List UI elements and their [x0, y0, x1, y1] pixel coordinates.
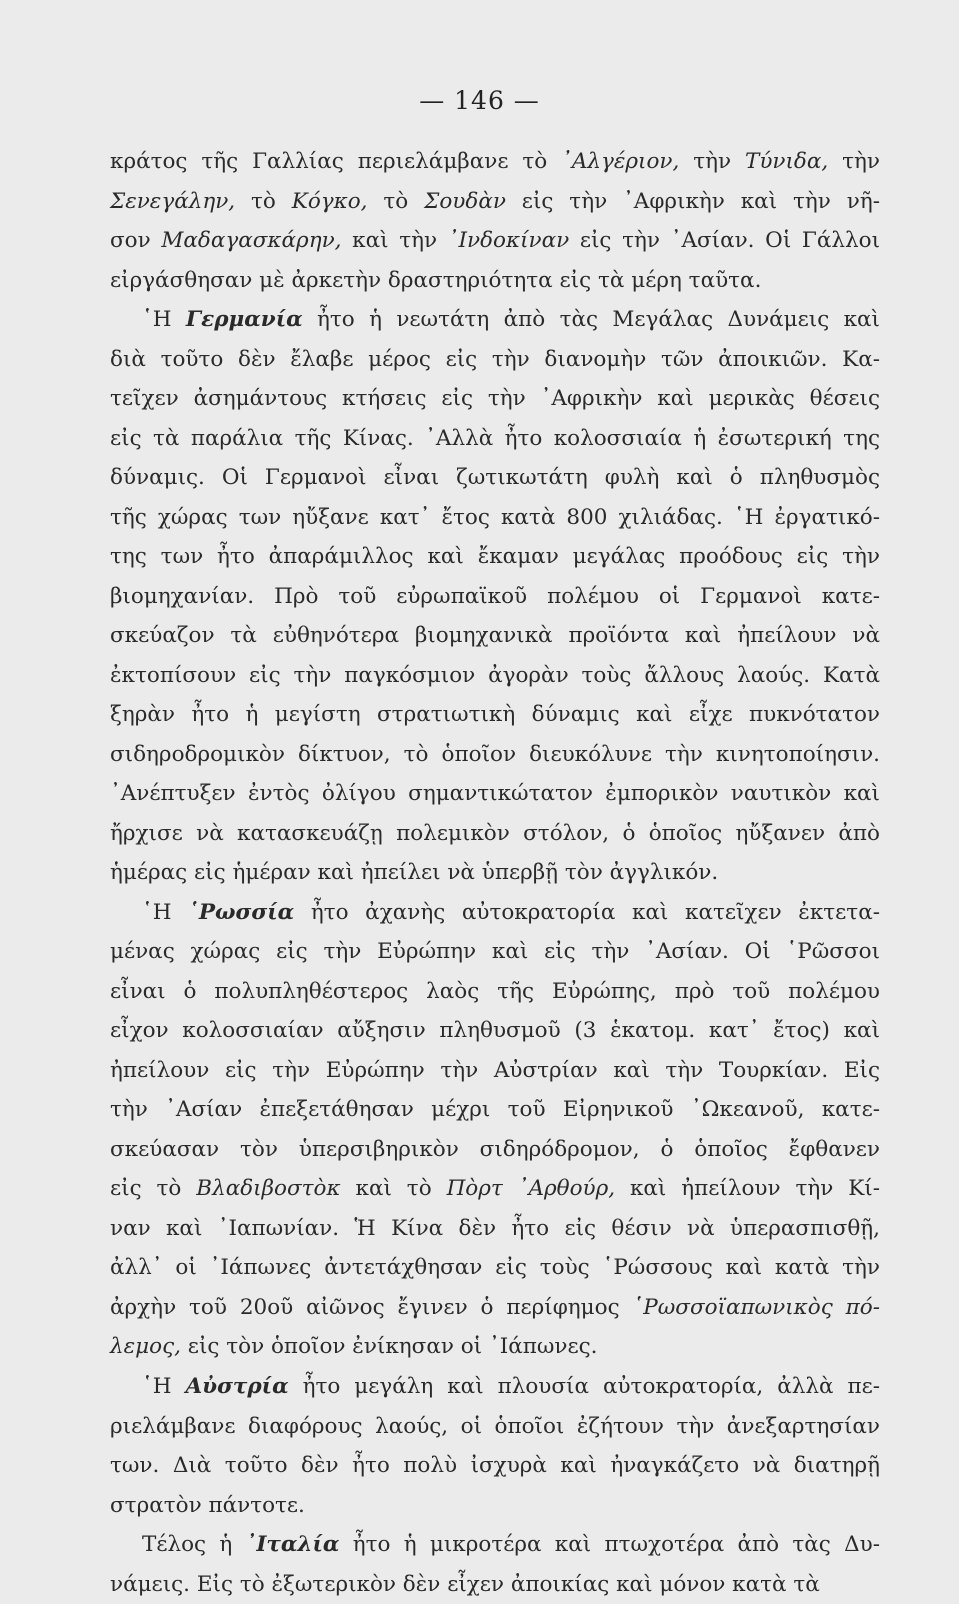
text-run: εἰς τὸ: [110, 1176, 197, 1202]
text-run: νάμεις. Εἰς τὸ ἐξωτερικὸν δὲν εἶχεν ἀποικίας καὶ μόνον κατὰ τὰ: [110, 1571, 820, 1597]
text-run: τεῖχεν ἀσημάντους κτήσεις εἰς τὴν ᾿Αφρικὴν καὶ μερικὰς θέσεις: [110, 386, 880, 412]
text-run: ἠπείλουν εἰς τὴν Εὐρώπην τὴν Αὐστρίαν καὶ τὴν Τουρκίαν. Εἰς: [110, 1057, 880, 1083]
italic-term: ῾Ρωσσοϊαπωνικὸς πό-: [632, 1294, 880, 1320]
text-run: της των ἦτο ἀπαράμιλλος καὶ ἔκαμαν μεγάλας προόδους εἰς τὴν: [110, 544, 880, 570]
text-run: κράτος τῆς Γαλλίας περιελάμβανε τὸ: [110, 149, 562, 174]
italic-term: Μαδαγασκάρην,: [161, 228, 342, 254]
text-run: ἦτο μεγάλη καὶ πλουσία αὐτοκρατορία, ἀλλὰ πε-: [288, 1373, 880, 1399]
bold-heading-term: ᾿Ιταλία: [245, 1532, 340, 1558]
text-run: εἰς τὰ παράλια τῆς Κίνας. ᾿Αλλὰ ἦτο κολοσσιαία ἡ ἐσωτερική της: [110, 425, 880, 451]
text-run: ἡμέρας εἰς ἡμέραν καὶ ἠπείλει νὰ ὑπερβῇ τὸν ἀγγλικόν.: [110, 860, 719, 886]
text-run: τὴν: [679, 149, 746, 174]
text-run: σκεύασαν τὸν ὑπερσιβηρικὸν σιδηρόδρομον, ὁ ὁποῖος ἔφθανεν: [110, 1136, 880, 1162]
text-run: ἀρχὴν τοῦ 20οῦ αἰῶνος ἔγινεν ὁ περίφημος: [110, 1294, 633, 1320]
text-run: ἦτο ἀχανὴς αὐτοκρατορία καὶ κατεῖχεν ἐκτετα-: [294, 899, 880, 925]
text-line: [110, 774, 880, 814]
italic-term: ᾿Αλγέριον,: [561, 149, 680, 174]
text-line: [110, 814, 880, 854]
text-line: [110, 261, 880, 301]
text-run: ῾Η: [142, 307, 186, 333]
text-run: ἐκτοπίσουν εἰς τὴν παγκόσμιον ἀγορὰν τοὺς ἄλλους λαούς. Κατὰ: [110, 662, 880, 688]
text-run: εἶχον κολοσσιαίαν αὔξησιν πληθυσμοῦ (3 ἑκατομ. κατ᾿ ἔτος) καὶ: [110, 1018, 880, 1044]
text-line: [110, 1090, 880, 1130]
text-line: [110, 853, 880, 893]
text-run: καὶ τὴν: [341, 228, 448, 254]
text-line: [110, 419, 880, 459]
text-line: [110, 1525, 880, 1565]
text-run: εἶναι ὁ πολυπληθέστερος λαὸς τῆς Εὐρώπης, πρὸ τοῦ πολέμου: [110, 978, 880, 1004]
text-line: [110, 932, 880, 972]
italic-term: ᾿Ινδοκίναν: [447, 228, 570, 254]
text-line: [110, 735, 880, 775]
text-line: [110, 182, 880, 222]
text-run: καὶ τὸ: [340, 1176, 447, 1202]
text-line: [110, 1209, 880, 1249]
text-line: [110, 1248, 880, 1288]
bold-heading-term: ῾Ρωσσία: [188, 899, 295, 925]
text-run: τὸ: [235, 188, 292, 214]
text-run: των. Διὰ τοῦτο δὲν ἦτο πολὺ ἰσχυρὰ καὶ ἠναγκάζετο νὰ διατηρῇ: [110, 1453, 880, 1479]
text-line: [110, 1486, 880, 1526]
text-run: εἰργάσθησαν μὲ ἀρκετὴν δραστηριότητα εἰς τὰ μέρη ταῦτα.: [110, 267, 762, 293]
text-line: [110, 1011, 880, 1051]
text-run: ναν καὶ ᾿Ιαπωνίαν. Ἡ Κίνα δὲν ἦτο εἰς θέσιν νὰ ὑπερασπισθῇ,: [110, 1215, 880, 1241]
text-run: καὶ ἠπείλουν τὴν Κί-: [615, 1176, 880, 1202]
text-run: τὴν ᾿Ασίαν ἐπεξετάθησαν μέχρι τοῦ Εἰρηνικοῦ ᾿Ωκεανοῦ, κατε-: [110, 1097, 880, 1123]
text-line: [110, 893, 880, 933]
text-run: στρατὸν πάντοτε.: [110, 1492, 305, 1518]
text-line: [110, 1051, 880, 1091]
text-run: εἰς τὴν ᾿Ασίαν. Οἱ Γάλλοι: [569, 228, 880, 254]
text-run: ᾿Ανέπτυξεν ἐντὸς ὀλίγου σημαντικώτατον ἐμπορικὸν ναυτικὸν καὶ: [110, 781, 880, 807]
text-run: ἦτο ἡ μικροτέρα καὶ πτωχοτέρα ἀπὸ τὰς Δυ-: [339, 1532, 880, 1558]
bold-heading-term: Γερμανία: [185, 307, 303, 333]
text-line: [110, 1367, 880, 1407]
text-line: [110, 695, 880, 735]
bold-heading-term: Αὐστρία: [185, 1373, 289, 1399]
text-run: ῾Η: [142, 1373, 186, 1399]
text-run: Τέλος ἡ: [142, 1532, 246, 1558]
text-line: [110, 1130, 880, 1170]
italic-term: Κόγκο,: [291, 188, 368, 214]
body-text: [110, 142, 880, 1604]
text-run: ῾Η: [142, 899, 189, 925]
text-run: εἰς τὴν ᾿Αφρικὴν καὶ τὴν νῆ-: [505, 188, 880, 214]
text-line: [110, 1407, 880, 1447]
text-run: σον: [110, 228, 162, 254]
text-line: [110, 142, 880, 182]
text-line: [110, 458, 880, 498]
text-run: εἰς τὸν ὁποῖον ἐνίκησαν οἱ ᾿Ιάπωνες.: [180, 1334, 598, 1360]
text-line: [110, 498, 880, 538]
italic-term: Βλαδιβοστὸκ: [196, 1176, 341, 1202]
text-line: [110, 577, 880, 617]
text-run: τὸ: [367, 188, 425, 214]
text-line: [110, 656, 880, 696]
italic-term: Σουδὰν: [424, 188, 506, 214]
text-run: τὴν: [828, 149, 880, 174]
italic-term: Σενεγάλην,: [110, 188, 236, 214]
text-line: [110, 1446, 880, 1486]
text-run: ἤρχισε νὰ κατασκευάζῃ πολεμικὸν στόλον, ὁ ὁποῖος ηὔξανεν ἀπὸ: [110, 820, 880, 846]
text-run: σιδηροδρομικὸν δίκτυον, τὸ ὁποῖον διευκόλυνε τὴν κινητοποίησιν.: [110, 741, 880, 767]
italic-term: λεμος,: [110, 1334, 181, 1360]
page-number: — 146 —: [419, 86, 540, 115]
text-run: ριελάμβανε διαφόρους λαούς, οἱ ὁποῖοι ἐζήτουν τὴν ἀνεξαρτησίαν: [110, 1413, 880, 1439]
text-run: ξηρὰν ἦτο ἡ μεγίστη στρατιωτικὴ δύναμις καὶ εἶχε πυκνότατον: [110, 702, 880, 728]
text-line: [110, 537, 880, 577]
text-run: δύναμις. Οἱ Γερμανοὶ εἶναι ζωτικωτάτη φυλὴ καὶ ὁ πληθυσμὸς: [110, 465, 880, 491]
text-line: [110, 300, 880, 340]
text-line: [110, 340, 880, 380]
text-line: [110, 379, 880, 419]
text-line: [110, 972, 880, 1012]
text-run: τῆς χώρας των ηὔξανε κατ᾿ ἔτος κατὰ 800 χιλιάδας. ῾Η ἐργατικό-: [110, 504, 880, 530]
text-line: [110, 1327, 880, 1367]
text-run: μένας χώρας εἰς τὴν Εὐρώπην καὶ εἰς τὴν ᾿Ασίαν. Οἱ ῾Ρῶσσοι: [110, 939, 880, 965]
text-run: ἦτο ἡ νεωτάτη ἀπὸ τὰς Μεγάλας Δυνάμεις καὶ: [302, 307, 880, 333]
text-line: [110, 221, 880, 261]
text-line: [110, 1169, 880, 1209]
text-line: [110, 1565, 880, 1604]
text-run: ἀλλ᾿ οἱ ᾿Ιάπωνες ἀντετάχθησαν εἰς τοὺς ῾Ρώσσους καὶ κατὰ τὴν: [110, 1255, 880, 1281]
italic-term: Πὸρτ ᾿Αρθούρ,: [446, 1176, 616, 1202]
text-run: διὰ τοῦτο δὲν ἔλαβε μέρος εἰς τὴν διανομὴν τῶν ἀποικιῶν. Κα-: [110, 346, 880, 372]
text-run: βιομηχανίαν. Πρὸ τοῦ εὐρωπαϊκοῦ πολέμου οἱ Γερμανοὶ κατε-: [110, 583, 880, 609]
text-run: σκεύαζον τὰ εὐθηνότερα βιομηχανικὰ προϊόντα καὶ ἠπείλουν νὰ: [110, 623, 880, 649]
text-line: [110, 616, 880, 656]
text-line: [110, 1288, 880, 1328]
italic-term: Τύνιδα,: [745, 149, 829, 174]
